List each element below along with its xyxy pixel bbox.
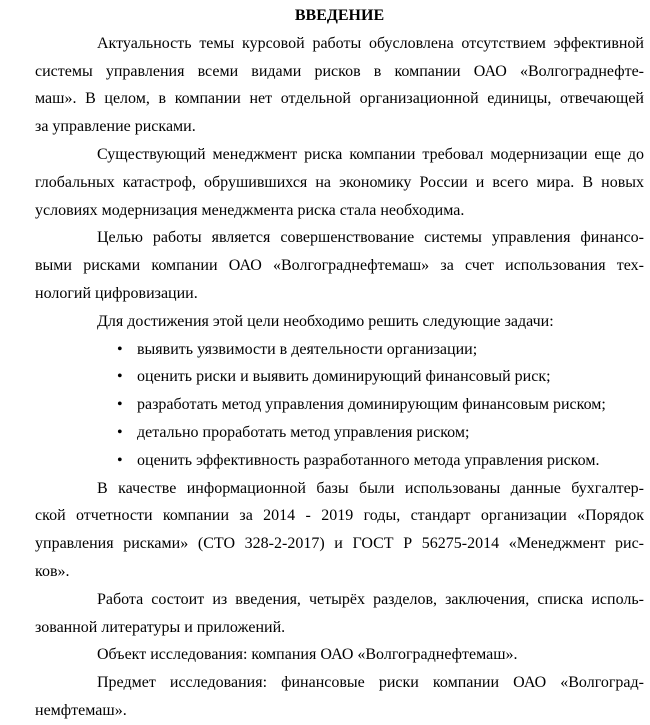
- bullet-icon: •: [117, 368, 123, 386]
- text-line: нологий цифровизации.: [35, 284, 198, 302]
- paragraph: [35, 141, 644, 224]
- section-title: ВВЕДЕНИЕ: [294, 7, 385, 24]
- list-item-text: оценить риски и выявить доминирующий финансовый риск;: [137, 368, 551, 386]
- list-item: [35, 447, 644, 475]
- text-line: зованной литературы и приложений.: [35, 618, 286, 636]
- text-line: Существующий менеджмент риска компании требовал модернизации еще до: [97, 145, 644, 163]
- list-item-text: детально проработать метод управления риском;: [137, 423, 470, 441]
- paragraph: [35, 586, 644, 642]
- list-item: [35, 391, 644, 419]
- list-item-text: выявить уязвимости в деятельности организации;: [137, 340, 478, 358]
- text-line: Целью работы является совершенствование системы управления финансо-: [97, 229, 644, 247]
- text-line: Объект исследования: компания ОАО «Волгограднефтемаш».: [97, 646, 518, 664]
- text-line: выми рисками компании ОАО «Волгограднефтемаш» за счет использования тех-: [35, 257, 644, 275]
- text-line: Работа состоит из введения, четырёх разделов, заключения, списка исполь-: [97, 590, 644, 608]
- list-item: [35, 363, 644, 391]
- text-line: условиях модернизация менеджмента риска стала необходима.: [35, 201, 465, 219]
- paragraph: [35, 641, 644, 669]
- paragraph: [35, 308, 644, 336]
- bullet-icon: •: [117, 340, 123, 358]
- paragraph: [35, 669, 644, 725]
- bullet-icon: •: [117, 396, 123, 414]
- paragraph: [35, 30, 644, 141]
- list-item: [35, 336, 644, 364]
- text-line: ков».: [35, 562, 70, 580]
- text-line: маш». В целом, в компании нет отдельной организационной единицы, отвечающей: [35, 90, 644, 108]
- list-item: [35, 419, 644, 447]
- text-line: за управление рисками.: [35, 118, 196, 136]
- text-line: В качестве информационной базы были использованы данные бухгалтер-: [97, 479, 644, 497]
- paragraph: [35, 224, 644, 307]
- text-line: ской отчетности компании за 2014 - 2019 годы, стандарт организации «Порядок: [35, 507, 644, 525]
- text-line: системы управления всеми видами рисков в компании ОАО «Волгограднефте-: [35, 62, 644, 80]
- text-line: Предмет исследования: финансовые риски компании ОАО «Волгоград-: [97, 674, 644, 692]
- task-list: [35, 336, 644, 475]
- text-line: немфтемаш».: [35, 701, 127, 719]
- text-line: Для достижения этой цели необходимо решить следующие задачи:: [97, 312, 554, 330]
- list-item-text: оценить эффективность разработанного метода управления риском.: [137, 451, 600, 469]
- text-line: глобальных катастроф, обрушившихся на экономику России и всего мира. В новых: [35, 173, 644, 191]
- text-line: управления рисками» (СТО 328-2-2017) и ГОСТ Р 56275-2014 «Менеджмент рис-: [35, 535, 644, 553]
- bullet-icon: •: [117, 451, 123, 469]
- bullet-icon: •: [117, 423, 123, 441]
- list-item-text: разработать метод управления доминирующим финансовым риском;: [137, 396, 606, 414]
- paragraph: [35, 475, 644, 586]
- text-line: Актуальность темы курсовой работы обусловлена отсутствием эффективной: [97, 34, 644, 52]
